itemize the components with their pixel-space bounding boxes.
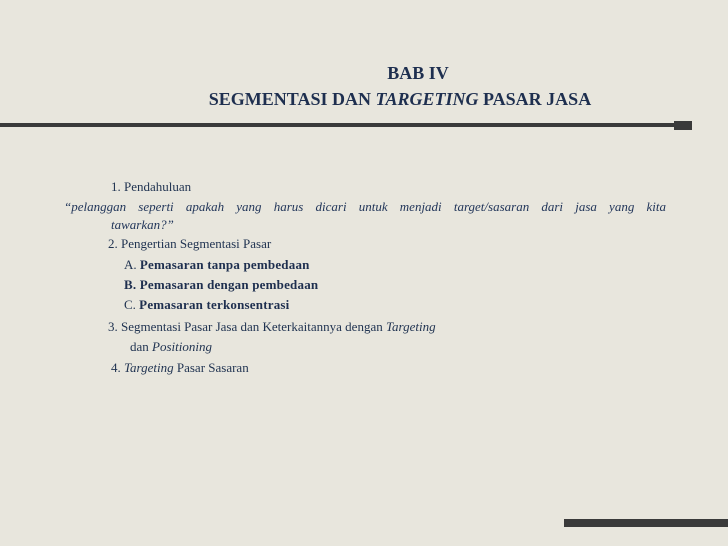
item-3-continuation: [130, 338, 212, 356]
intro-quote: [64, 198, 666, 234]
title-line-2-italic: TARGETING: [375, 89, 479, 109]
title-line-2-suffix: PASAR JASA: [478, 89, 592, 109]
sub-item-b: B. Pemasaran dengan pembedaan: [124, 277, 319, 292]
top-divider-cap: [674, 121, 692, 130]
sub-item-c-prefix: C.: [124, 297, 140, 312]
item-2: 2. Pengertian Segmentasi Pasar: [108, 236, 272, 251]
item-3-italic: Targeting: [385, 319, 436, 334]
sub-item-c-text: Pemasaran terkonsentrasi: [139, 297, 290, 312]
sub-item-c: [124, 296, 289, 314]
item-3-cont-prefix: dan: [130, 339, 153, 354]
sub-item-a: [124, 256, 310, 274]
title-line-2: [150, 86, 650, 112]
slide-title: [150, 60, 650, 112]
item-4: [111, 359, 249, 377]
item-4-prefix: 4.: [111, 360, 124, 375]
sub-item-a-text: Pemasaran tanpa pembedaan: [139, 257, 310, 272]
item-3-text: 3. Segmentasi Pasar Jasa dan Keterkaitannya dengan: [108, 319, 386, 334]
quote-line-2: tawarkan?”: [111, 217, 174, 232]
quote-line-1: “pelanggan seperti apakah yang harus dicari untuk menjadi target/sasaran dari jasa yang kita: [64, 199, 666, 214]
item-4-suffix: Pasar Sasaran: [173, 360, 249, 375]
title-line-1: BAB IV: [387, 63, 449, 83]
item-3-cont-italic: Positioning: [152, 339, 212, 354]
bottom-accent-bar: [564, 519, 728, 527]
item-intro: 1. Pendahuluan: [111, 179, 192, 194]
item-3: [108, 318, 436, 336]
title-line-2-prefix: SEGMENTASI DAN: [208, 89, 376, 109]
top-divider-bar: [0, 123, 674, 127]
sub-item-a-prefix: A.: [124, 257, 140, 272]
item-4-italic: Targeting: [124, 360, 174, 375]
